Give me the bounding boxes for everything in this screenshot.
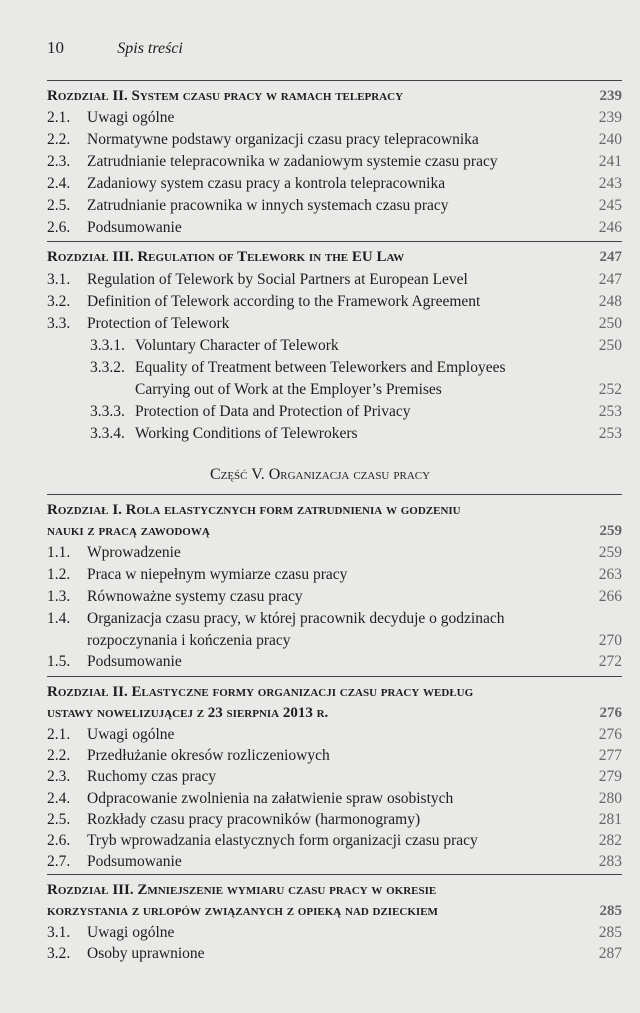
section-rule [47,874,622,875]
page-header [47,38,183,58]
toc-entry: 1.1. Wprowadzenie 259 [47,544,622,561]
header-rule [47,80,622,81]
toc-entry: 2.1. Uwagi ogólne 276 [47,726,622,743]
toc-chapter: Rozdział I. Rola elastycznych form zatrudnienia w godzeniu [47,502,461,518]
toc-entry: 1.4. Organizacja czasu pracy, w której pracownik decyduje o godzinach [47,610,505,627]
section-rule [47,241,622,242]
toc-entry: 2.4. Odpracowanie zwolnienia na załatwienie spraw osobistych 280 [47,790,622,807]
toc-subentry: 3.3.2. Equality of Treatment between Teleworkers and Employees [90,359,506,376]
toc-subentry: 3.3.3. Protection of Data and Protection of Privacy 253 [90,403,622,420]
page-number: 10 [47,38,64,57]
toc-chapter: Rozdział II. Elastyczne formy organizacji czasu pracy według [47,684,474,700]
running-title: Spis treści [117,40,183,57]
section-rule [47,494,622,495]
toc-entry: 3.1. Uwagi ogólne 285 [47,924,622,941]
toc-chapter: Rozdział III. Regulation of Telework in the EU Law 247 [47,249,622,265]
toc-chapter: Rozdział II. System czasu pracy w ramach telepracy 239 [47,88,622,104]
toc-entry: 2.2. Przedłużanie okresów rozliczeniowych 277 [47,747,622,764]
toc-entry: 2.5. Rozkłady czasu pracy pracowników (harmonogramy) 281 [47,811,622,828]
toc-subentry-continuation: Carrying out of Work at the Employer’s Premises 252 [135,381,622,398]
toc-entry: 2.5. Zatrudnianie pracownika w innych systemach czasu pracy 245 [47,197,622,214]
toc-entry: 1.5. Podsumowanie 272 [47,653,622,670]
section-rule [47,676,622,677]
toc-chapter-continuation: korzystania z urlopów związanych z opieką nad dzieckiem 285 [47,903,622,919]
toc-chapter-continuation: nauki z pracą zawodową 259 [47,523,622,539]
toc-entry: 3.2. Osoby uprawnione 287 [47,945,622,962]
toc-entry: 2.2. Normatywne podstawy organizacji czasu pracy telepracownika 240 [47,131,622,148]
toc-entry: 3.3. Protection of Telework 250 [47,315,622,332]
toc-entry: 2.7. Podsumowanie 283 [47,853,622,870]
toc-entry: 2.1. Uwagi ogólne 239 [47,109,622,126]
toc-entry: 2.3. Ruchomy czas pracy 279 [47,768,622,785]
toc-entry: 3.1. Regulation of Telework by Social Partners at European Level 247 [47,271,622,288]
toc-entry: 1.2. Praca w niepełnym wymiarze czasu pracy 263 [47,566,622,583]
toc-entry: 2.3. Zatrudnianie telepracownika w zadaniowym systemie czasu pracy 241 [47,153,622,170]
toc-entry: 3.2. Definition of Telework according to the Framework Agreement 248 [47,293,622,310]
toc-entry: 1.3. Równoważne systemy czasu pracy 266 [47,588,622,605]
toc-chapter: Rozdział III. Zmniejszenie wymiaru czasu pracy w okresie [47,882,437,898]
toc-chapter-continuation: ustawy nowelizującej z 23 sierpnia 2013 r. 276 [47,705,622,721]
toc-subentry: 3.3.1. Voluntary Character of Telework 250 [90,337,622,354]
toc-entry: 2.6. Podsumowanie 246 [47,219,622,236]
part-heading: Część V. Organizacja czasu pracy [209,466,431,483]
toc-subentry: 3.3.4. Working Conditions of Telewrokers 253 [90,425,622,442]
toc-entry: 2.4. Zadaniowy system czasu pracy a kontrola telepracownika 243 [47,175,622,192]
toc-entry: 2.6. Tryb wprowadzania elastycznych form organizacji czasu pracy 282 [47,832,622,849]
toc-entry-continuation: rozpoczynania i kończenia pracy 270 [87,632,622,649]
